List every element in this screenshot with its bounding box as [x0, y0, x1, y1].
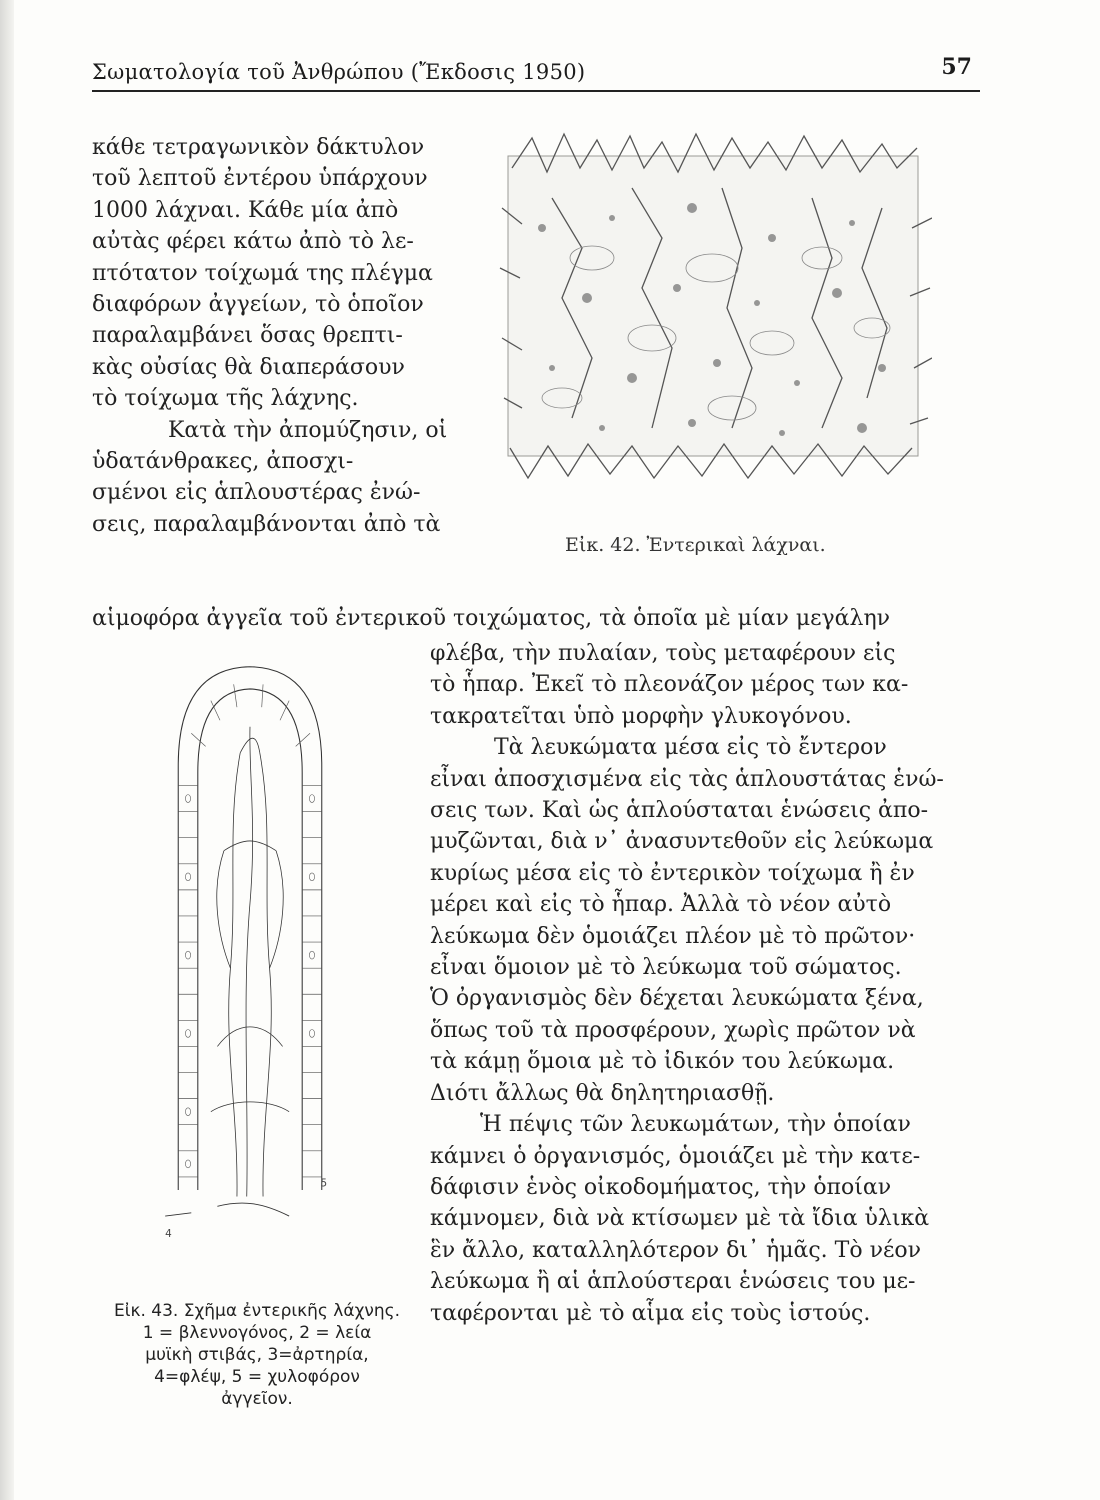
- full-width-text: [92, 603, 992, 634]
- text-line: εἶναι ὅμοιον μὲ τὸ λεύκωμα τοῦ σώματος.: [430, 955, 902, 981]
- text-line: κάμνει ὁ ὀργανισμός, ὁμοιάζει μὲ τὴν κατε-: [430, 1143, 921, 1169]
- text-line: κυρίως μέσα εἰς τὸ ἐντερικὸν τοίχωμα ἢ ἐν: [430, 860, 915, 886]
- text-line: αἱμοφόρα ἀγγεῖα τοῦ ἐντερικοῦ τοιχώματος, τὰ ὁποῖα μὲ μίαν μεγάλην: [92, 606, 891, 631]
- figure-43-legend-line: 4=φλέψ, 5 = χυλοφόρον: [154, 1367, 360, 1387]
- page-number: 57: [941, 54, 972, 80]
- figure-43-legend-line: ἀγγεῖον.: [221, 1389, 293, 1409]
- figure-43-label-4: 4: [165, 1227, 172, 1240]
- intestinal-villi-illustration: [492, 128, 932, 488]
- text-line: κάμνομεν, διὰ νὰ κτίσωμεν μὲ τὰ ἴδια ὑλικὰ: [430, 1206, 930, 1232]
- text-line: αὐτὰς φέρει κάτω ἀπὸ τὸ λε-: [92, 229, 414, 255]
- figure-43-caption: [92, 1300, 422, 1410]
- figure-43-label-5: 5: [320, 1177, 328, 1190]
- text-line: ὑδατάνθρακες, ἀποσχι-: [92, 449, 354, 475]
- text-line: ὅπως τοῦ τὰ προσφέρουν, χωρὶς πρῶτον νὰ: [430, 1017, 916, 1043]
- text-line: φλέβα, τὴν πυλαίαν, τοὺς μεταφέρουν εἰς: [430, 641, 896, 666]
- text-line: μυζῶνται, διὰ ν᾿ ἀνασυντεθοῦν εἰς λεύκωμα: [430, 829, 934, 855]
- figure-43-caption-title: Εἰκ. 43. Σχῆμα ἐντερικῆς λάχνης.: [113, 1301, 401, 1321]
- text-line: ταφέρονται μὲ τὸ αἷμα εἰς τοὺς ἱστούς.: [430, 1300, 871, 1326]
- text-line: τὰ κάμῃ ὅμοια μὲ τὸ ἰδικόν του λεύκωμα.: [430, 1049, 895, 1075]
- text-line: λεύκωμα δὲν ὁμοιάζει πλέον μὲ τὸ πρῶτον·: [430, 923, 916, 949]
- text-line: Ὁ ὀργανισμὸς δὲν δέχεται λευκώματα ξένα,: [430, 986, 924, 1012]
- text-line: σεις των. Καὶ ὡς ἁπλούσταται ἑνώσεις ἀπο-: [430, 798, 929, 824]
- text-line: κὰς οὐσίας θὰ διαπεράσουν: [92, 354, 405, 380]
- page-header: [92, 50, 980, 90]
- text-line: Ἡ πέψις τῶν λευκωμάτων, τὴν ὁποίαν: [480, 1112, 911, 1138]
- text-line: μέρει καὶ εἰς τὸ ἧπαρ. Ἀλλὰ τὸ νέον αὐτὸ: [430, 892, 892, 918]
- text-line: σμένοι εἰς ἁπλουστέρας ἐνώ-: [92, 480, 421, 506]
- text-line: δάφισιν ἑνὸς οἰκοδομήματος, τὴν ὁποίαν: [430, 1174, 892, 1200]
- text-line: τὸ τοίχωμα τῆς λάχνης.: [92, 386, 359, 412]
- running-title: Σωματολογία τοῦ Ἀνθρώπου (Ἔκδοσις 1950): [92, 60, 586, 84]
- villus-diagram: [150, 655, 350, 1265]
- text-line: κάθε τετραγωνικὸν δάκτυλον: [92, 135, 425, 160]
- figure-42-caption: Εἰκ. 42. Ἐντερικαὶ λάχναι.: [565, 534, 826, 556]
- text-line: εἶναι ἀποσχισμένα εἰς τὰς ἁπλουστάτας ἑνώ-: [430, 766, 944, 792]
- text-line: πτότατον τοίχωμά της πλέγμα: [92, 260, 433, 286]
- text-line: σεις, παραλαμβάνονται ἀπὸ τὰ: [92, 511, 441, 537]
- text-line: παραλαμβάνει ὅσας θρεπτι-: [92, 323, 403, 349]
- text-line: τοῦ λεπτοῦ ἐντέρου ὑπάρχουν: [92, 166, 428, 192]
- figure-43-legend-line: μυϊκὴ στιβάς, 3=ἀρτηρία,: [145, 1345, 369, 1365]
- text-line: Κατὰ τὴν ἀπομύζησιν, οἱ: [168, 417, 448, 443]
- figure-43-legend-line: 1 = βλεννογόνος, 2 = λεία: [142, 1323, 372, 1343]
- text-line: τακρατεῖται ὑπὸ μορφὴν γλυκογόνου.: [430, 703, 852, 729]
- text-line: τὸ ἧπαρ. Ἐκεῖ τὸ πλεονάζον μέρος των κα-: [430, 672, 909, 698]
- text-line: ἓν ἄλλο, καταλληλότερον δι᾿ ἡμᾶς. Τὸ νέον: [430, 1237, 921, 1263]
- left-column-text: [92, 132, 482, 540]
- text-line: λεύκωμα ἢ αἱ ἁπλούστεραι ἑνώσεις του με-: [430, 1269, 916, 1295]
- text-line: 1000 λάχναι. Κάθε μία ἀπὸ: [92, 197, 399, 223]
- right-column-text: [430, 638, 990, 1329]
- text-line: Διότι ἄλλως θὰ δηλητηριασθῇ.: [430, 1080, 775, 1106]
- page-edge-shadow: [0, 0, 14, 1500]
- text-line: Τὰ λευκώματα μέσα εἰς τὸ ἔντερον: [494, 735, 887, 761]
- header-rule: [92, 90, 980, 92]
- text-line: διαφόρων ἀγγείων, τὸ ὁποῖον: [92, 292, 424, 318]
